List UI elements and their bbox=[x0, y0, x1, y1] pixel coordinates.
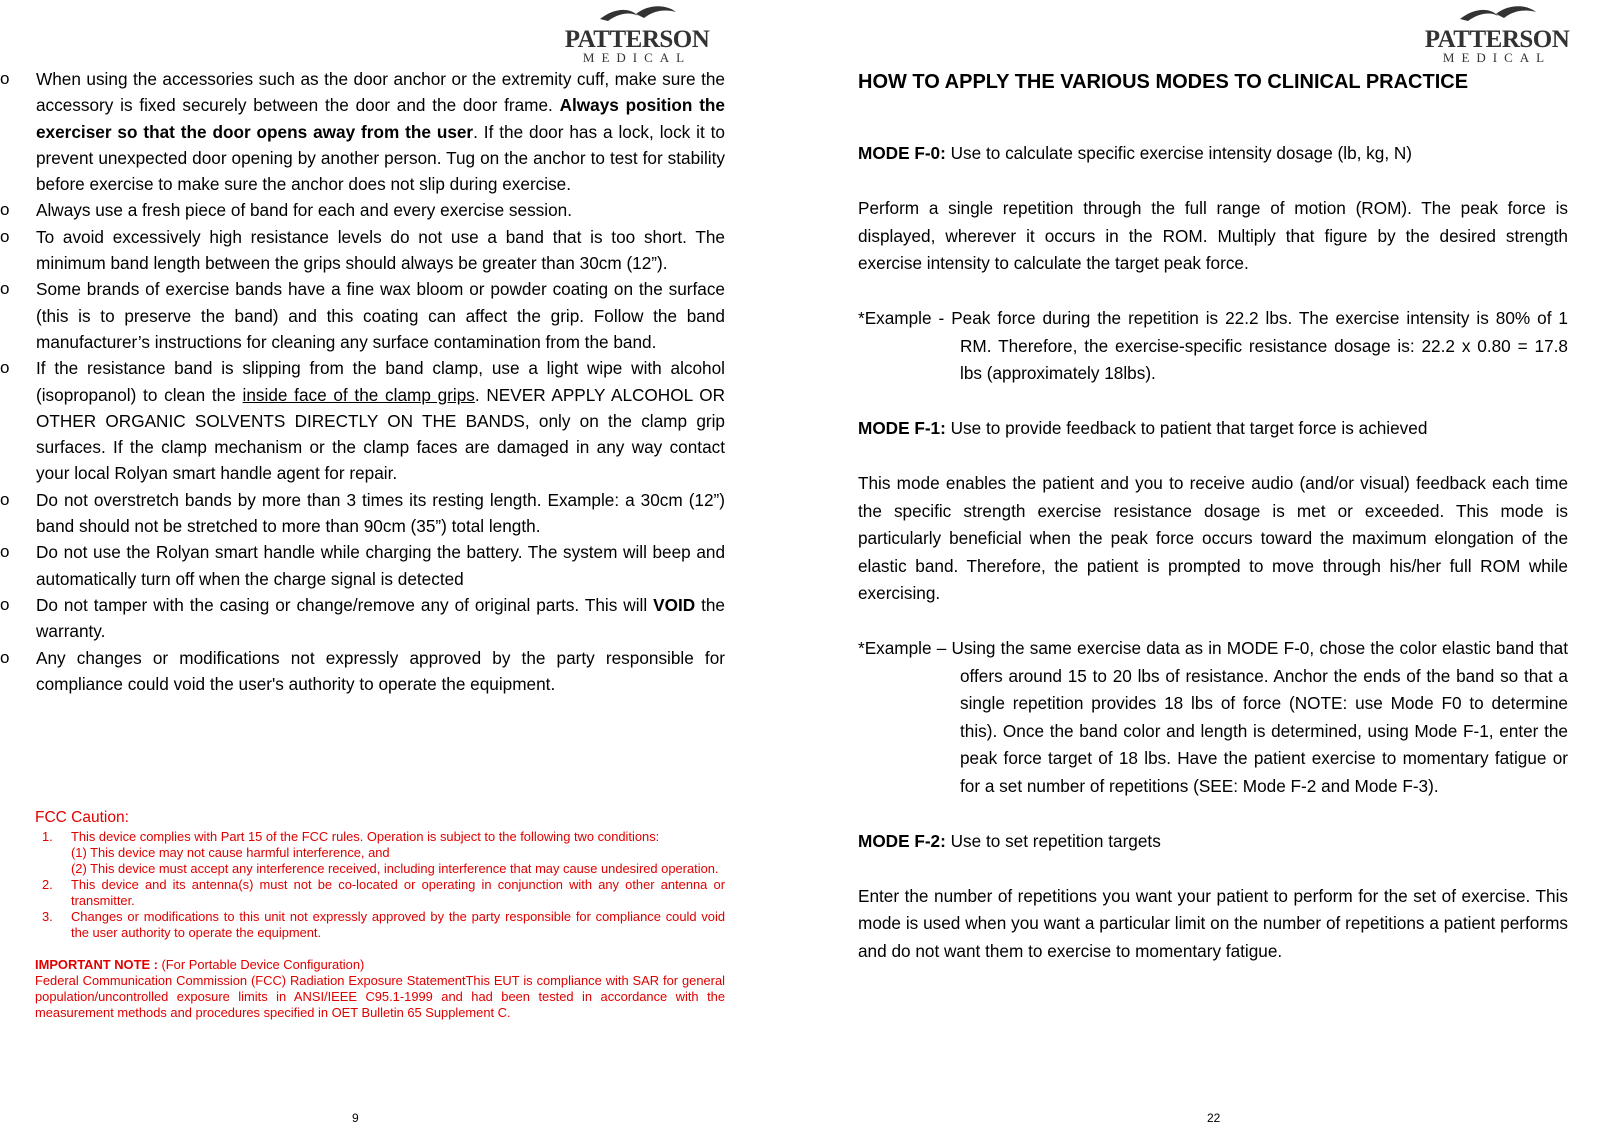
bullet-marker: o bbox=[0, 542, 10, 562]
logo-wordmark: PATTERSON bbox=[1424, 26, 1570, 53]
safety-bullet-list bbox=[0, 66, 725, 697]
fcc-list bbox=[35, 829, 725, 941]
page-heading: HOW TO APPLY THE VARIOUS MODES TO CLINICAL PRACTICE bbox=[858, 71, 1469, 93]
bullet-marker: o bbox=[0, 69, 10, 88]
fcc-title: FCC Caution: bbox=[35, 809, 129, 826]
list-item: o Some brands of exercise bands have a fine wax bloom or powder coating on the surface (this is to preserve the band) and this coating can affect the grip. Follow the band manufacturer’s instructions for cleaning any surface contamination from the band. bbox=[0, 276, 725, 355]
mode-f0-example: *Example - Peak force during the repetition is 22.2 lbs. The exercise intensity is 80% of 1 RM. Therefore, the exercise-specific resistance dosage is: 22.2 x 0.80 = 17.8 lbs (approximately 18lbs). bbox=[858, 308, 1568, 383]
important-note: IMPORTANT NOTE : (For Portable Device Configuration) Federal Communication Commission (FCC) Radiation Exposure StatementThis EUT is compliance with SAR for general population/uncontrolled exposure limits in ANSI/IEEE C95.1-1999 and had been tested in accordance with the measurement methods and procedures specified in OET Bulletin 65 Supplement C. bbox=[35, 957, 725, 1020]
mode-f0-heading: MODE F-0: Use to calculate specific exercise intensity dosage (lb, kg, N) bbox=[858, 143, 1413, 163]
mode-f1-example: *Example – Using the same exercise data as in MODE F-0, chose the color elastic band that offers around 15 to 20 lbs of resistance. Anchor the ends of the band so that a single repetition provides 18 lbs of force (NOTE: use Mode F0 to determine this). Once the band color and length is determined, using Mode F-1, enter the peak force target of 18 lbs. Have the patient exercise to momentary fatigue or for a set number of repetitions (SEE: Mode F-2 and Mode F-3). bbox=[858, 638, 1568, 796]
list-item: o Always use a fresh piece of band for each and every exercise session. bbox=[0, 197, 725, 223]
fcc-item: 3. Changes or modifications to this unit not expressly approved by the party responsible for compliance could void the user authority to operate the equipment. bbox=[42, 909, 725, 940]
mode-f2-paragraph: Enter the number of repetitions you want your patient to perform for the set of exercise. This mode is used when you want a particular limit on the number of repetitions a patient performs and do not want them to exercise to momentary fatigue. bbox=[858, 885, 1568, 961]
bullet-marker: o bbox=[0, 200, 10, 220]
bullet-marker: o bbox=[0, 594, 10, 614]
fcc-item: 1. This device complies with Part 15 of the FCC rules. Operation is subject to the following two conditions: (1) This device may not cause harmful interference, and (2) This device must accept any interference received, including interference that may cause undesired operation. bbox=[42, 829, 719, 876]
logo-subtitle: MEDICAL bbox=[582, 50, 692, 65]
list-item: o Any changes or modifications not expressly approved by the party responsible for compliance could void the user's authority to operate the equipment. bbox=[0, 645, 725, 698]
mode-f0-paragraph: Perform a single repetition through the full range of motion (ROM). The peak force is displayed, wherever it occurs in the ROM. Multiply that figure by the desired strength exercise intensity to calculate the target peak force. bbox=[858, 198, 1568, 273]
mode-f2-heading: MODE F-2: Use to set repetition targets bbox=[858, 830, 1161, 851]
logo-wordmark: PATTERSON bbox=[564, 26, 710, 53]
list-item: o If the resistance band is slipping from the band clamp, use a light wipe with alcohol (isopropanol) to clean the inside face of the clamp grips. NEVER APPLY ALCOHOL OR OTHER ORGANIC SOLVENTS DIRECTLY ON THE BANDS, only on the clamp grip surfaces. If the clamp mechanism or the clamp faces are damaged in any way contact your local Rolyan smart handle agent for repair. bbox=[0, 355, 725, 486]
bullet-marker: o bbox=[0, 647, 10, 667]
bullet-marker: o bbox=[0, 226, 10, 246]
list-item: o Do not tamper with the casing or change/remove any of original parts. This will VOID the warranty. bbox=[0, 592, 725, 645]
list-item: o Do not overstretch bands by more than 3 times its resting length. Example: a 30cm (12”) band should not be stretched to more than 90cm (35”) total length. bbox=[0, 487, 725, 540]
bullet-marker: o bbox=[0, 358, 10, 378]
left-page bbox=[0, 0, 800, 1129]
patterson-medical-logo bbox=[1422, 2, 1572, 64]
mode-f1-paragraph: This mode enables the patient and you to receive audio (and/or visual) feedback each time the specific strength exercise resistance dosage is met or exceeded. This mode is particularly beneficial when the peak force occurs toward the maximum elongation of the elastic band. Therefore, the patient is prompted to move through his/her full ROM while exercising. bbox=[858, 473, 1568, 603]
modes-content bbox=[858, 140, 1568, 993]
fcc-caution-block bbox=[35, 808, 725, 1021]
page-number: 9 bbox=[352, 1111, 359, 1125]
list-item: o To avoid excessively high resistance levels do not use a band that is too short. The minimum band length between the grips should always be greater than 30cm (12”). bbox=[0, 224, 725, 277]
bullet-marker: o bbox=[0, 489, 10, 509]
page-number: 22 bbox=[1207, 1111, 1221, 1125]
right-page bbox=[800, 0, 1601, 1129]
list-item: o When using the accessories such as the door anchor or the extremity cuff, make sure the accessory is fixed securely between the door and the door frame. Always position the exerciser so that the door opens away from the user. If the door has a lock, lock it to prevent unexpected door opening by another person. Tug on the anchor to test for stability before exercise to make sure the anchor does not slip during exercise. bbox=[0, 66, 725, 197]
fcc-item: 2. This device and its antenna(s) must not be co-located or operating in conjunction with any other antenna or transmitter. bbox=[42, 877, 725, 908]
logo-subtitle: MEDICAL bbox=[1442, 50, 1552, 65]
patterson-medical-logo bbox=[562, 2, 712, 64]
swoosh-icon bbox=[1422, 2, 1572, 28]
mode-f1-heading: MODE F-1: Use to provide feedback to patient that target force is achieved bbox=[858, 418, 1428, 438]
list-item: o Do not use the Rolyan smart handle while charging the battery. The system will beep and automatically turn off when the charge signal is detected bbox=[0, 539, 725, 592]
bullet-marker: o bbox=[0, 279, 10, 299]
swoosh-icon bbox=[562, 2, 712, 28]
